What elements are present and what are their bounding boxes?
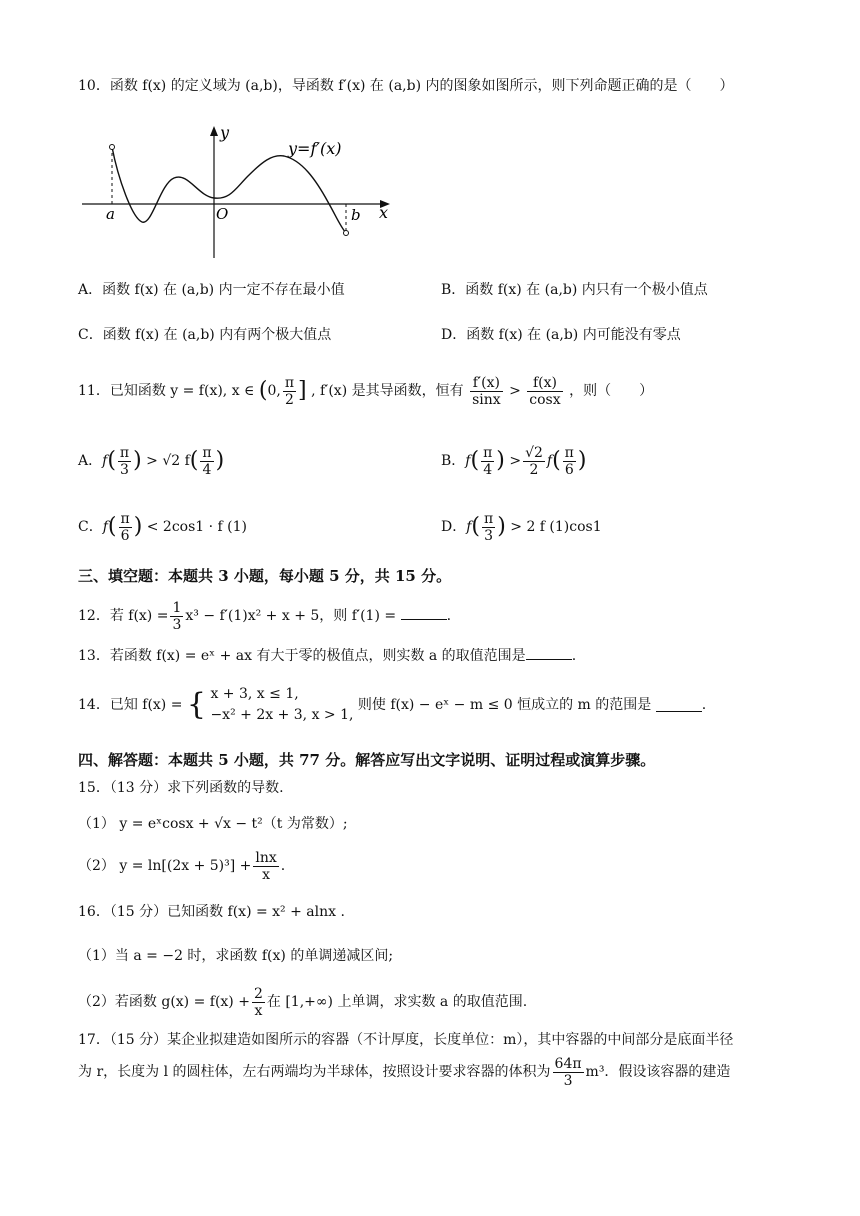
origin-label: O — [216, 205, 229, 223]
section-4-heading: 四、解答题：本题共 5 小题，共 77 分。解答应写出文字说明、证明过程或演算步骤。 — [78, 751, 656, 769]
q16-part1: （1）当 a = −2 时，求函数 f(x) 的单调递减区间; — [78, 948, 394, 964]
q15-part2: （2） y = ln[(2x + 5)³] + $\frac{\ln x}{x}$ . — [78, 849, 286, 883]
derivative-graph — [76, 118, 396, 263]
q11-option-c: C．f( $\frac{\pi}{6}$ ) < 2cos1 · f (1) — [78, 510, 248, 544]
q10-option-b: B．函数 f(x) 在 (a,b) 内只有一个极小值点 — [441, 282, 708, 298]
q10-option-a: A．函数 f(x) 在 (a,b) 内一定不存在最小值 — [78, 282, 345, 298]
q12-blank[interactable] — [401, 607, 447, 620]
a-endpoint — [110, 145, 115, 150]
q14-blank[interactable] — [656, 699, 702, 712]
b-endpoint — [344, 231, 349, 236]
brace-icon: { — [186, 687, 206, 722]
q10-option-d: D．函数 f(x) 在 (a,b) 内可能没有零点 — [441, 327, 681, 343]
q12: 12．若 f(x) = $\frac{1}{3}$ x³ − f′(1)x² + x + 5，则 f′(1) = . — [78, 599, 452, 633]
q16-part2: （2）若函数 g(x) = f(x) + $\frac{2}{x}$ 在 [1,+∞) 上单调，求实数 a 的取值范围. — [78, 985, 528, 1019]
y-axis-arrow — [210, 126, 218, 136]
y-label: y — [220, 123, 230, 142]
q16-stem: 16．（15 分）已知函数 f(x) = x² + alnx . — [78, 904, 345, 920]
q10-option-c: C．函数 f(x) 在 (a,b) 内有两个极大值点 — [78, 327, 332, 343]
q11-option-d: D．f( $\frac{\pi}{3}$ ) > 2 f (1)cos1 — [441, 510, 602, 544]
q17-line1: 17．（15 分）某企业拟建造如图所示的容器（不计厚度，长度单位：m），其中容器的中间部分是底面半径 — [78, 1032, 734, 1048]
b-label: b — [351, 206, 361, 224]
q10-stem: 10．函数 f(x) 的定义域为 (a,b)，导函数 f′(x) 在 (a,b) 内的图象如图所示，则下列命题正确的是（ ） — [78, 78, 734, 94]
q14: 14．已知 f(x) = { x + 3, x ≤ 1, −x² + 2x + 3, x > 1, 则使 f(x) − eˣ − m ≤ 0 恒成立的 m 的范围是 . — [78, 686, 707, 723]
derivative-curve — [112, 147, 346, 233]
function-label: y=f′(x) — [288, 139, 342, 158]
q15-stem: 15．（13 分）求下列函数的导数. — [78, 780, 284, 796]
x-label: x — [379, 203, 389, 222]
section-3-heading: 三、填空题：本题共 3 小题，每小题 5 分，共 15 分。 — [78, 567, 452, 585]
a-label: a — [106, 205, 115, 223]
q13-blank[interactable] — [526, 647, 572, 660]
q11-option-a: A．f( $\frac{\pi}{3}$ ) > √2 f( $\frac{\pi}{4}$ ) — [78, 444, 225, 478]
q15-part1: （1） y = eˣcosx + √x − t²（t 为常数）; — [78, 816, 348, 832]
q11-option-b: B．f( $\frac{\pi}{4}$ ) > $\frac{√2}{2}$ f( $\frac{\pi}{6}$ ) — [441, 444, 587, 478]
q17-line2: 为 r，长度为 l 的圆柱体，左右两端均为半球体，按照设计要求容器的体积为 $\frac{64\pi}{3}$ m³．假设该容器的建造 — [78, 1055, 731, 1089]
q11-stem: 11．已知函数 y = f(x), x ∈ (0, $\frac{\pi}{2}$ ] , f′(x) 是其导函数，恒有 $\frac{f'(x)}{\sin x}$ > $\frac{f(x)}{\cos x}$ ，则（ ） — [78, 374, 654, 408]
q13: 13．若函数 f(x) = eˣ + ax 有大于零的极值点，则实数 a 的取值范围是 . — [78, 648, 577, 664]
